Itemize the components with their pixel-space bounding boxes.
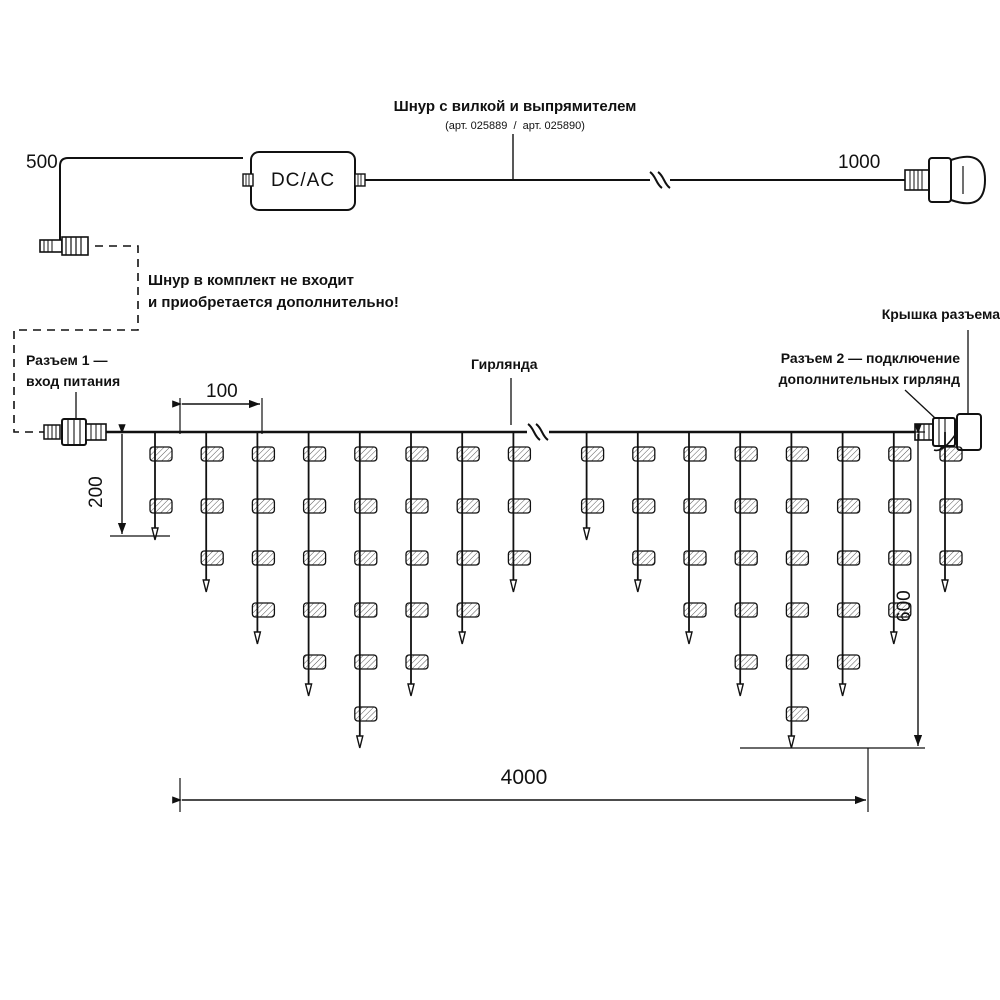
- led-bulb: [406, 603, 428, 617]
- led-bulb: [304, 655, 326, 669]
- drop-tip: [942, 580, 948, 592]
- drop-tip: [306, 684, 312, 696]
- drop-tip: [459, 632, 465, 644]
- connector2-leader: [905, 390, 935, 418]
- led-bulb: [684, 447, 706, 461]
- led-bulb: [735, 655, 757, 669]
- dim-500-label: 500: [26, 152, 58, 173]
- drop-tip: [635, 580, 641, 592]
- led-bulb: [355, 499, 377, 513]
- connector2-label-line1: Разъем 2 — подключение: [780, 350, 960, 366]
- cord-end-connector-male: [40, 237, 88, 255]
- led-bulb: [252, 603, 274, 617]
- led-bulb: [150, 499, 172, 513]
- mains-plug: [905, 157, 985, 204]
- connector1-label-line2: вход питания: [26, 373, 121, 389]
- drop-tip: [737, 684, 743, 696]
- led-bulb: [355, 551, 377, 565]
- led-bulb: [406, 655, 428, 669]
- led-bulb: [304, 551, 326, 565]
- led-bulb: [304, 603, 326, 617]
- led-bulb: [508, 551, 530, 565]
- drop-tip: [152, 528, 158, 540]
- led-bulb: [406, 447, 428, 461]
- led-bulb: [889, 499, 911, 513]
- garland-label: Гирлянда: [471, 356, 538, 372]
- led-bulb: [508, 447, 530, 461]
- drop-tip: [408, 684, 414, 696]
- led-bulb: [355, 447, 377, 461]
- led-bulb: [684, 499, 706, 513]
- drop-tip: [686, 632, 692, 644]
- drop-tip: [203, 580, 209, 592]
- dim-200-label: 200: [86, 476, 107, 508]
- cord-article: (арт. 025889 / арт. 025890): [445, 120, 585, 132]
- led-bulb: [735, 499, 757, 513]
- led-bulb: [252, 551, 274, 565]
- led-bulb: [406, 551, 428, 565]
- led-bulb: [735, 447, 757, 461]
- not-included-line2: и приобретается дополнительно!: [148, 294, 399, 311]
- led-bulb: [201, 499, 223, 513]
- led-bulb: [252, 447, 274, 461]
- led-bulb: [940, 447, 962, 461]
- led-bulb: [457, 499, 479, 513]
- led-bulb: [786, 655, 808, 669]
- led-bulb: [786, 707, 808, 721]
- dim-600-label: 600: [894, 590, 915, 622]
- led-bulb: [150, 447, 172, 461]
- led-bulb: [786, 551, 808, 565]
- dim-1000-label: 1000: [838, 152, 881, 173]
- led-bulb: [457, 447, 479, 461]
- led-bulb: [201, 447, 223, 461]
- cord-title: Шнур с вилкой и выпрямителем: [393, 98, 637, 115]
- led-bulb: [633, 551, 655, 565]
- dim-100: [180, 398, 262, 434]
- led-bulb: [838, 655, 860, 669]
- led-bulb: [457, 603, 479, 617]
- led-bulb: [633, 499, 655, 513]
- led-bulb: [582, 447, 604, 461]
- cap-label: Крышка разъема: [881, 306, 1000, 322]
- led-bulb: [457, 551, 479, 565]
- led-bulb: [940, 551, 962, 565]
- led-bulb: [940, 499, 962, 513]
- led-bulb: [889, 447, 911, 461]
- led-bulb: [355, 707, 377, 721]
- led-bulb: [406, 499, 428, 513]
- icicle-drops: [150, 432, 962, 748]
- led-bulb: [684, 603, 706, 617]
- led-bulb: [889, 551, 911, 565]
- led-bulb: [786, 447, 808, 461]
- dim-4000-label: 4000: [500, 766, 548, 789]
- led-bulb: [252, 499, 274, 513]
- led-bulb: [201, 551, 223, 565]
- drop-tip: [510, 580, 516, 592]
- connector2-label-line2: дополнительных гирлянд: [778, 371, 960, 387]
- drop-tip: [357, 736, 363, 748]
- led-bulb: [355, 603, 377, 617]
- led-bulb: [735, 551, 757, 565]
- led-bulb: [304, 447, 326, 461]
- led-bulb: [508, 499, 530, 513]
- lead-in-cord: [60, 158, 243, 240]
- led-bulb: [355, 655, 377, 669]
- led-bulb: [786, 499, 808, 513]
- led-bulb: [838, 447, 860, 461]
- connector-1-power-input: [44, 419, 106, 445]
- led-bulb: [838, 603, 860, 617]
- garland-break-symbol: [528, 424, 548, 440]
- led-bulb: [735, 603, 757, 617]
- led-bulb: [838, 551, 860, 565]
- drop-tip: [788, 736, 794, 748]
- drop-tip: [840, 684, 846, 696]
- led-bulb: [582, 499, 604, 513]
- connector1-label-line1: Разъем 1 —: [26, 352, 108, 368]
- drop-tip: [584, 528, 590, 540]
- led-bulb: [684, 551, 706, 565]
- drop-tip: [891, 632, 897, 644]
- not-included-line1: Шнур в комплект не входит: [148, 272, 354, 289]
- led-bulb: [838, 499, 860, 513]
- cord-break-symbol: [650, 172, 670, 188]
- led-bulb: [633, 447, 655, 461]
- led-bulb: [786, 603, 808, 617]
- led-bulb: [304, 499, 326, 513]
- dim-100-label: 100: [206, 381, 238, 402]
- drop-tip: [254, 632, 260, 644]
- dcac-label: DC/AC: [270, 170, 336, 191]
